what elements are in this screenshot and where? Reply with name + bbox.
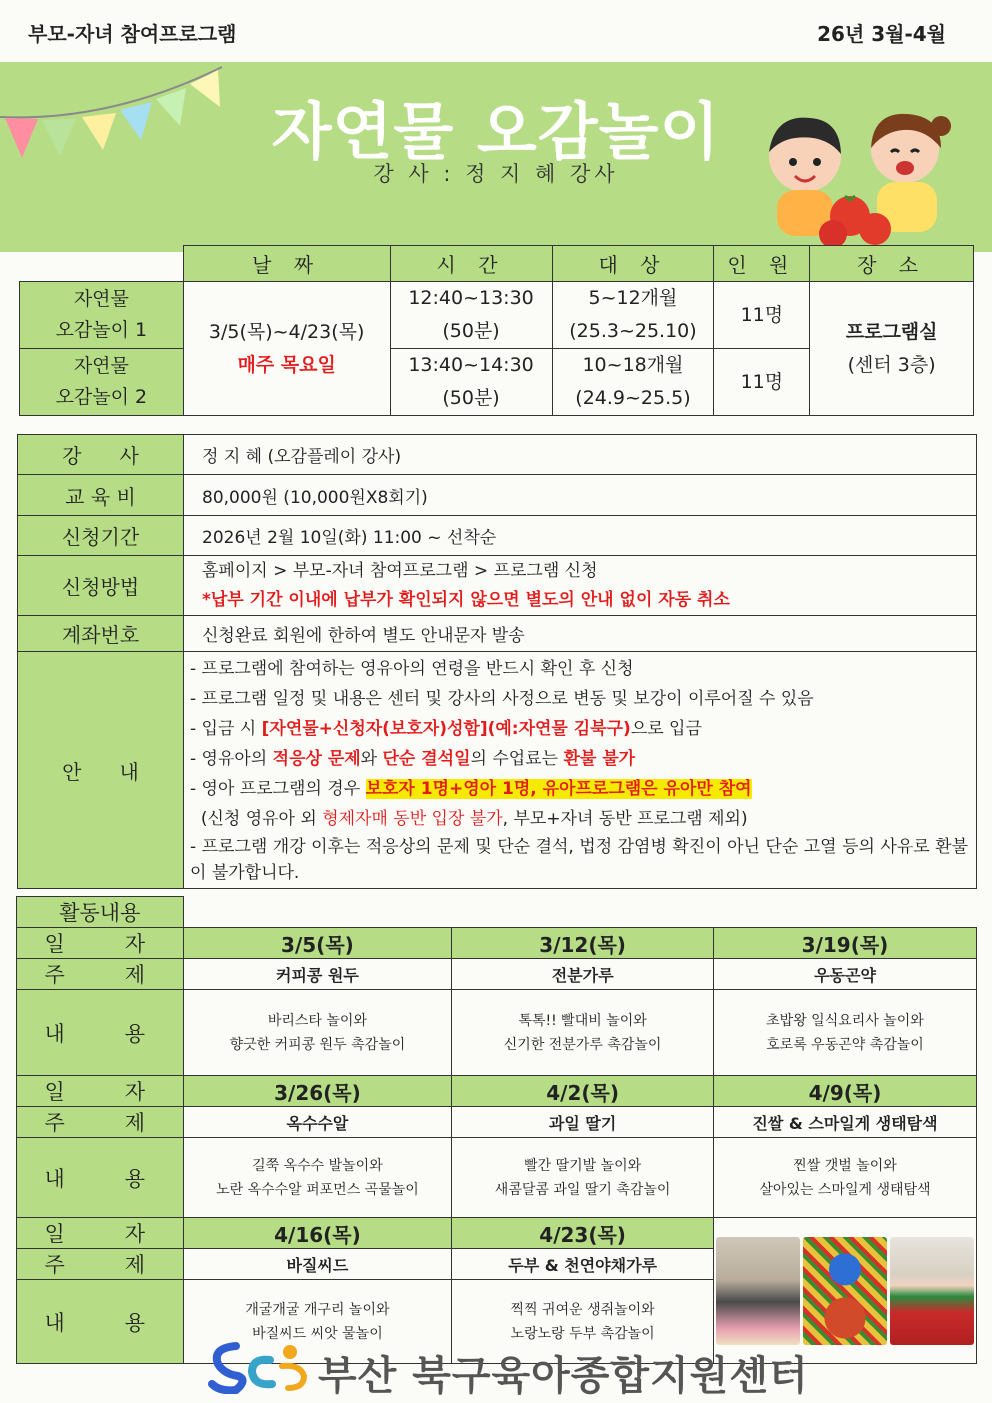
note-4: - 영유아의 적응상 문제와 단순 결석일의 수업료는 환불 불가 — [190, 749, 636, 769]
week-topic: 커피콩 원두 — [183, 959, 452, 990]
capacity-1: 11명 — [714, 282, 810, 349]
instructor-value: 정 지 혜 (오감플레이 강사) — [184, 435, 977, 475]
place: 프로그램실 — [845, 320, 938, 343]
week-topic: 바질씨드 — [183, 1249, 452, 1280]
activity-section-label: 활동내용 — [17, 897, 184, 928]
instructor-line: 강 사 : 정 지 혜 강사 — [373, 162, 619, 186]
topic-label: 주 제 — [17, 959, 184, 990]
week-date: 3/12(목) — [452, 928, 714, 959]
week-content: 길쭉 옥수수 발놀이와 노란 옥수수알 퍼포먼스 곡물놀이 — [183, 1138, 452, 1218]
activity-photos — [716, 1237, 974, 1345]
place-cell — [810, 282, 974, 416]
program-type: 부모-자녀 참여프로그램 — [28, 22, 237, 46]
header-date: 날 짜 — [183, 246, 390, 282]
program-name-2: 자연물 오감놀이 2 — [20, 349, 184, 416]
week-content: 찐쌀 갯벌 놀이와 살아있는 스마일게 생태탐색 — [713, 1138, 976, 1218]
time-1: 12:40~13:30 (50분) — [390, 282, 552, 349]
instructor-label: 강 사 — [18, 435, 184, 475]
week-date: 4/2(목) — [452, 1076, 714, 1107]
header-blank — [20, 246, 184, 282]
top-bar — [0, 0, 992, 66]
week-topic: 우동곤약 — [713, 959, 976, 990]
target-2: 10~18개월 (24.9~25.5) — [552, 349, 714, 416]
date-label: 일 자 — [17, 1076, 184, 1107]
notes-label: 안 내 — [18, 652, 184, 889]
time-2: 13:40~14:30 (50분) — [390, 349, 552, 416]
fee-label: 교 육 비 — [18, 475, 184, 516]
week-content: 초밥왕 일식요리사 놀이와 호로록 우동곤약 촉감놀이 — [713, 990, 976, 1076]
header-target: 대 상 — [552, 246, 714, 282]
target-1: 5~12개월 (25.3~25.10) — [552, 282, 714, 349]
topic-label: 주 제 — [17, 1107, 184, 1138]
week-topic: 옥수수알 — [183, 1107, 452, 1138]
note-5: - 영아 프로그램의 경우 보호자 1명+영아 1명, 유아프로그램은 유아만 참여 — [190, 779, 752, 799]
week-date: 3/19(목) — [713, 928, 976, 959]
apply-period-label: 신청기간 — [18, 516, 184, 556]
week-content: 톡톡!! 빨대비 놀이와 신기한 전분가루 촉감놀이 — [452, 990, 714, 1076]
account-value: 신청완료 회원에 한하여 별도 안내문자 발송 — [184, 616, 977, 652]
week-date: 3/26(목) — [183, 1076, 452, 1107]
capacity-2: 11명 — [714, 349, 810, 416]
date-range: 3/5(목)~4/23(목) — [208, 320, 365, 343]
note-2: - 프로그램 일정 및 내용은 센터 및 강사의 사정으로 변동 및 보강이 이루어질 수 있음 — [190, 689, 814, 709]
notes-cell — [184, 652, 977, 889]
date-range-cell — [183, 282, 390, 416]
apply-method-label: 신청방법 — [18, 556, 184, 616]
week-topic: 과일 딸기 — [452, 1107, 714, 1138]
kids-with-tomatoes-illustration — [755, 104, 955, 254]
week-date: 3/5(목) — [183, 928, 452, 959]
content-label: 내 용 — [17, 990, 184, 1076]
apply-method-value: 홈페이지 > 부모-자녀 참여프로그램 > 프로그램 신청 — [202, 560, 598, 581]
week-topic: 두부 & 천연야채가루 — [452, 1249, 714, 1280]
photo-baby-dress — [890, 1237, 974, 1345]
program-period: 26년 3월-4월 — [817, 22, 946, 46]
note-1: - 프로그램에 참여하는 영유아의 연령을 반드시 확인 후 신청 — [190, 659, 634, 679]
program-name-1: 자연물 오감놀이 1 — [20, 282, 184, 349]
schedule-table — [19, 245, 974, 416]
header-time: 시 간 — [390, 246, 552, 282]
page-title: 자연물 오감놀이 — [271, 95, 721, 168]
org-name: 부산 북구육아종합지원센터 — [318, 1353, 809, 1399]
week-date: 4/16(목) — [183, 1218, 452, 1249]
footer — [0, 1338, 992, 1398]
note-7: - 프로그램 개강 이후는 적응상의 문제 및 단순 결석, 법정 감염병 확진이 아닌 단순 고열 등의 사유로 환불이 불가합니다. — [190, 837, 968, 883]
topic-label: 주 제 — [17, 1249, 184, 1280]
week-content: 빨간 딸기발 놀이와 새콤달콤 과일 딸기 촉감놀이 — [452, 1138, 714, 1218]
week-date: 4/23(목) — [452, 1218, 714, 1249]
content-label: 내 용 — [17, 1138, 184, 1218]
account-label: 계좌번호 — [18, 616, 184, 652]
week-date: 4/9(목) — [713, 1076, 976, 1107]
header-capacity: 인 원 — [714, 246, 810, 282]
apply-method-warning: *납부 기간 이내에 납부가 확인되지 않으면 별도의 안내 없이 자동 취소 — [202, 589, 730, 610]
week-topic: 전분가루 — [452, 959, 714, 990]
date-note: 매주 목요일 — [237, 353, 336, 376]
apply-method-cell — [184, 556, 977, 616]
hero-banner — [0, 62, 992, 252]
activity-table — [16, 896, 977, 1364]
content-label: 내 용 — [17, 1280, 184, 1364]
note-3: - 입금 시 [자연물+신청자(보호자)성함](예:자연물 김북구)으로 입금 — [190, 719, 702, 739]
fee-value: 80,000원 (10,000원X8회기) — [184, 475, 977, 516]
date-label: 일 자 — [17, 1218, 184, 1249]
center-logo-icon — [208, 1338, 312, 1394]
week-content: 바리스타 놀이와 향긋한 커피콩 원두 촉감놀이 — [183, 990, 452, 1076]
activity-header-blank — [183, 897, 976, 928]
date-label: 일 자 — [17, 928, 184, 959]
header-place: 장 소 — [810, 246, 974, 282]
note-6: (신청 영유아 외 형제자매 동반 입장 불가, 부모+자녀 동반 프로그램 제외) — [190, 809, 748, 829]
place-note: (센터 3층) — [847, 353, 936, 376]
photo-baby-beans — [803, 1237, 887, 1345]
info-table — [17, 434, 977, 889]
week-content: 개굴개굴 개구리 놀이와 바질씨드 씨앗 물놀이 — [183, 1280, 452, 1364]
apply-period-value: 2026년 2월 10일(화) 11:00 ~ 선착순 — [184, 516, 977, 556]
week-content: 찍찍 귀여운 생쥐놀이와 노랑노랑 두부 촉감놀이 — [452, 1280, 714, 1364]
photo-baby-playing — [716, 1237, 800, 1345]
week-topic: 진쌀 & 스마일게 생태탐색 — [713, 1107, 976, 1138]
